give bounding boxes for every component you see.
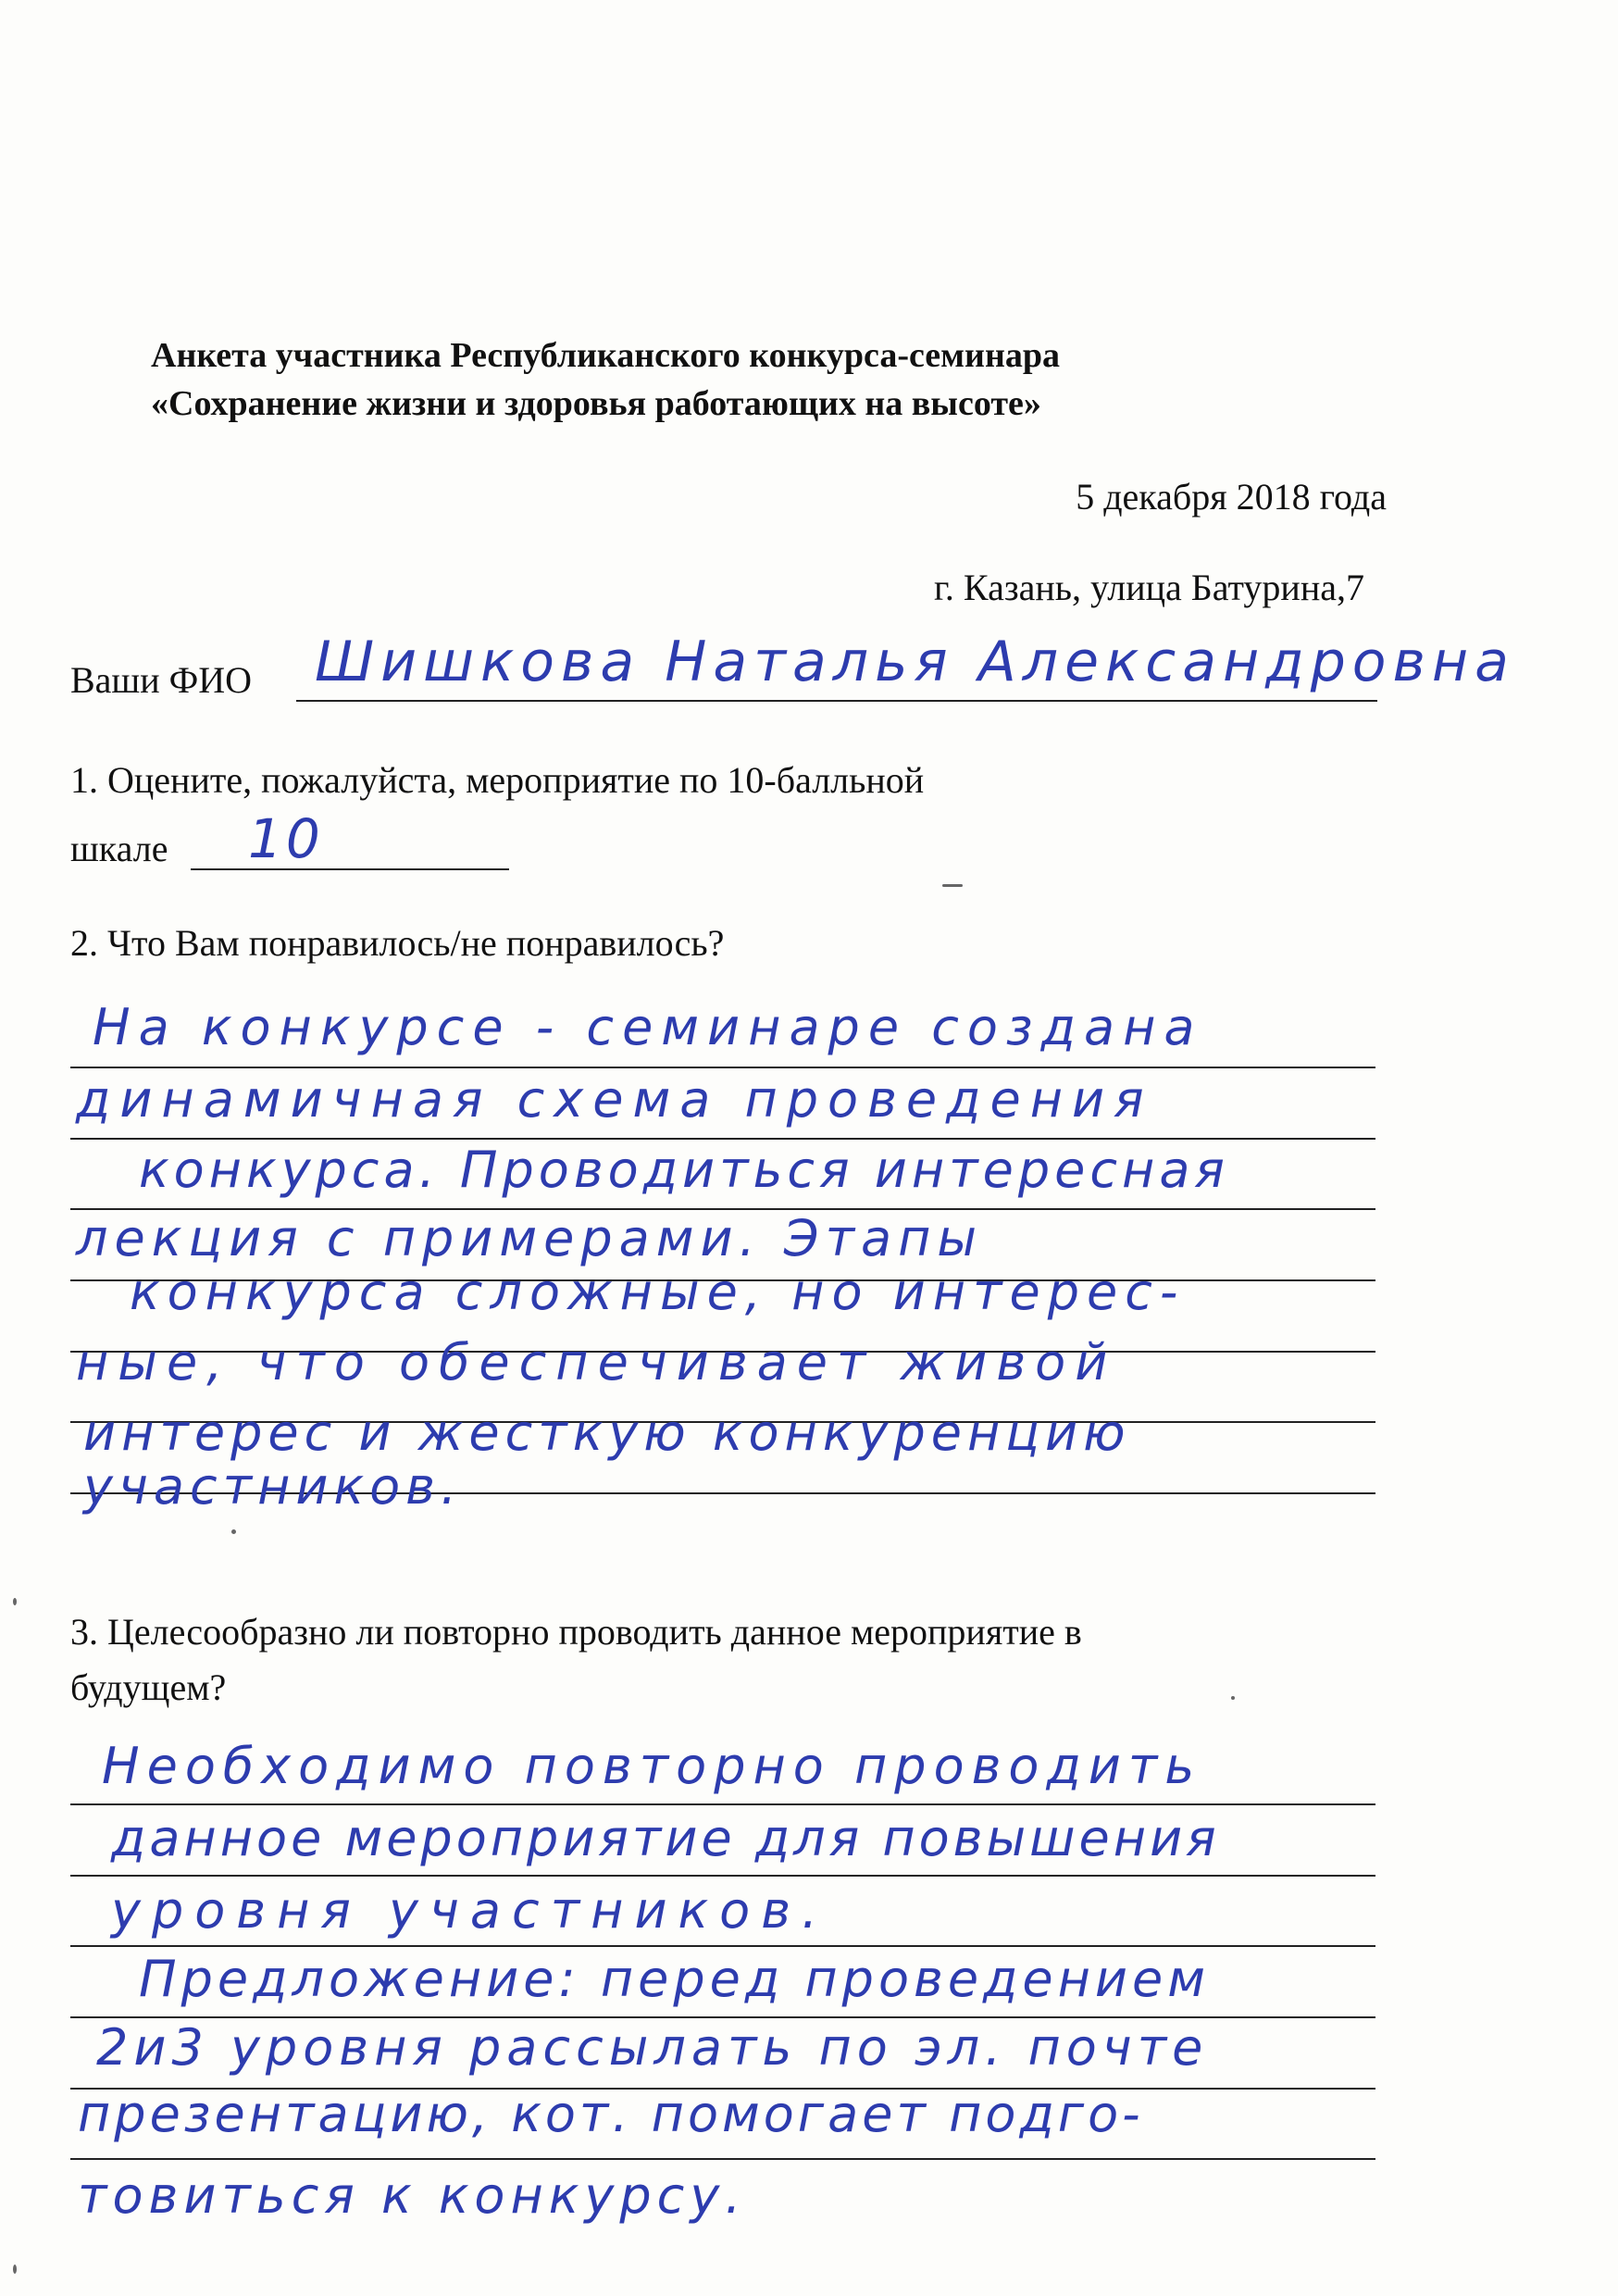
scan-speck <box>1231 1696 1235 1700</box>
q3-answer-line <box>70 1945 1375 1947</box>
q2-answer-line-text: участников. <box>83 1457 463 1516</box>
fio-answer: Шишкова Наталья Александровна <box>315 630 1515 694</box>
q3-answer-line <box>70 1875 1375 1877</box>
q3-answer-line-text: данное мероприятие для повышения <box>111 1809 1220 1867</box>
q1-text-line2: шкале <box>70 828 168 869</box>
q1-answer-line <box>191 868 509 870</box>
q2-answer-line <box>70 1067 1375 1068</box>
q2-answer-line-text: конкурса сложные, но интерес- <box>130 1263 1186 1321</box>
form-title-line2: «Сохранение жизни и здоровья работающих на высоте» <box>151 384 1041 423</box>
q1-text-line1: 1. Оцените, пожалуйста, мероприятие по 10-балльной <box>70 759 925 801</box>
q2-answer-line-text: интерес и жесткую конкуренцию <box>83 1404 1131 1462</box>
q2-text: 2. Что Вам понравилось/не понравилось? <box>70 922 725 964</box>
scan-speck <box>13 1598 17 1605</box>
scan-speck <box>13 2265 17 2274</box>
q2-answer-line-text: На конкурсе - семинаре создана <box>93 998 1203 1056</box>
form-title-line1: Анкета участника Республиканского конкурса-семинара <box>151 336 1060 375</box>
fio-label: Ваши ФИО <box>70 659 253 701</box>
q3-text-line1: 3. Целесообразно ли повторно проводить данное мероприятие в <box>70 1611 1082 1653</box>
q3-answer-line-text: Необходимо повторно проводить <box>102 1737 1202 1795</box>
fio-answer-line <box>296 700 1377 702</box>
q2-answer-line-text: лекция с примерами. Этапы <box>76 1209 984 1267</box>
q1-answer: 10 <box>248 807 324 870</box>
q2-answer-line <box>70 1138 1375 1140</box>
q3-answer-line-text: уровня участников. <box>111 1881 829 1940</box>
scan-speck <box>942 884 963 887</box>
q2-answer-line-text: конкурса. Проводиться интересная <box>139 1141 1229 1199</box>
q2-answer-line-text: ные, что обеспечивает живой <box>76 1333 1117 1391</box>
scan-speck <box>231 1529 236 1534</box>
q3-answer-line-text: Предложение: перед проведением <box>139 1950 1210 2008</box>
event-place: г. Казань, улица Батурина,7 <box>934 567 1364 608</box>
q3-answer-line <box>70 1803 1375 1805</box>
q3-answer-line-text: 2и3 уровня рассылать по эл. почте <box>96 2018 1209 2077</box>
q2-answer-line-text: динамичная схема проведения <box>76 1070 1153 1129</box>
event-date: 5 декабря 2018 года <box>1076 476 1387 518</box>
q3-text-line2: будущем? <box>70 1666 227 1708</box>
q3-answer-line <box>70 2158 1375 2160</box>
q3-answer-line-text: презентацию, кот. помогает подго- <box>78 2085 1144 2143</box>
q3-answer-line-text: товиться к конкурсу. <box>78 2166 747 2225</box>
